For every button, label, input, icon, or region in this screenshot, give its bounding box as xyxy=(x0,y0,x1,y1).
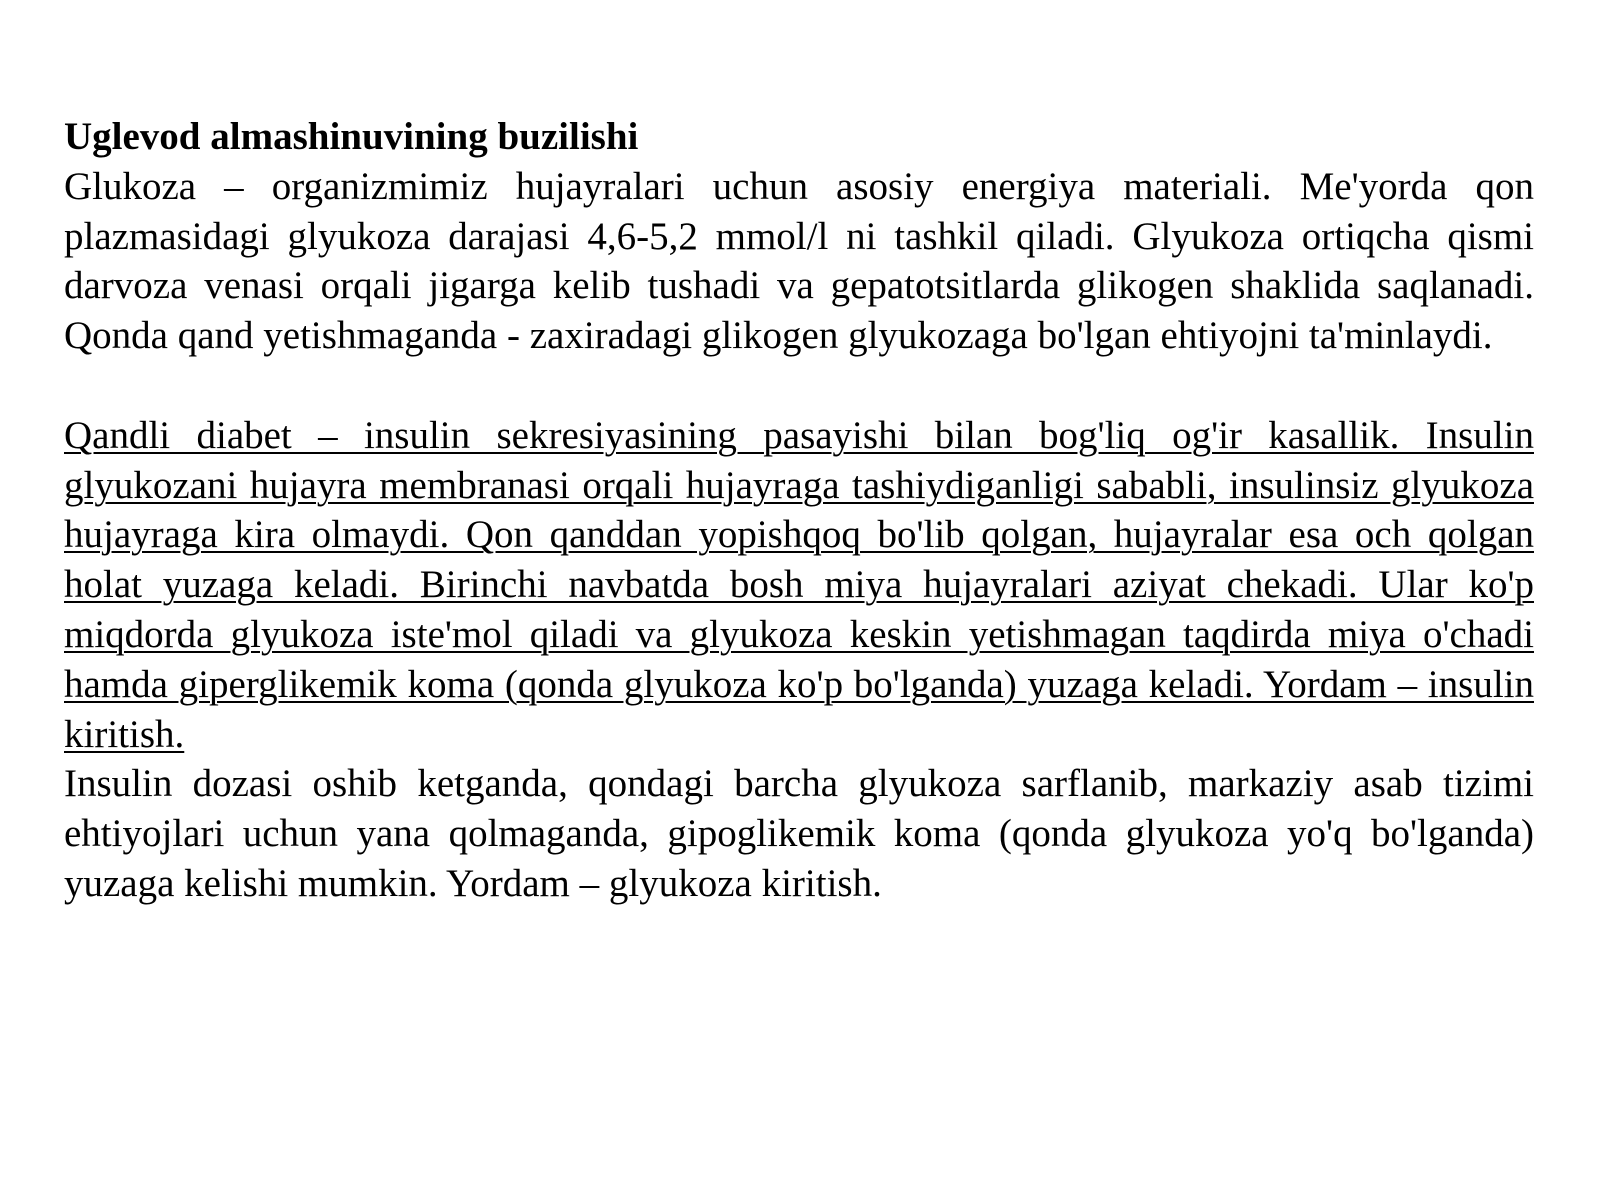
paragraph-insulin-overdose: Insulin dozasi oshib ketganda, qondagi barcha glyukoza sarflanib, markaziy asab tizimi ehtiyojlari uchun yana qolmaganda, gipoglikemik koma (qonda glyukoza yo'q bo'lganda) yuzaga kelishi mumkin. Yordam – glyukoza kiritish. xyxy=(64,762,1534,905)
document-title: Uglevod almashinuvining buzilishi xyxy=(64,115,639,158)
paragraph-spacer xyxy=(64,361,1534,411)
paragraph-diabetes: Qandli diabet – insulin sekresiyasining pasayishi bilan bog'liq og'ir kasallik. Insulin glyukozani hujayra membranasi orqali hujayraga tashiydiganligi sababli, insulinsiz glyukoza hujayraga kira olmaydi. Qon qanddan yopishqoq bo'lib qolgan, hujayralar esa och qolgan holat yuzaga keladi. Birinchi navbatda bosh miya hujayralari aziyat chekadi. Ular ko'p miqdorda glyukoza iste'mol qiladi va glyukoza keskin yetishmagan taqdirda miya o'chadi hamda giperglikemik koma (qonda glyukoza ko'p bo'lganda) yuzaga keladi. Yordam – insulin kiritish. xyxy=(64,413,1534,756)
text-box xyxy=(64,112,1534,909)
paragraph-glucose: Glukoza – organizmimiz hujayralari uchun asosiy energiya materiali. Me'yorda qon plazmasidagi glyukoza darajasi 4,6-5,2 mmol/l ni tashkil qiladi. Glyukoza ortiqcha qismi darvoza venasi orqali jigarga kelib tushadi va gepatotsitlarda glikogen shaklida saqlanadi. Qonda qand yetishmaganda - zaxiradagi glikogen glyukozaga bo'lgan ehtiyojni ta'minlaydi. xyxy=(64,164,1534,358)
